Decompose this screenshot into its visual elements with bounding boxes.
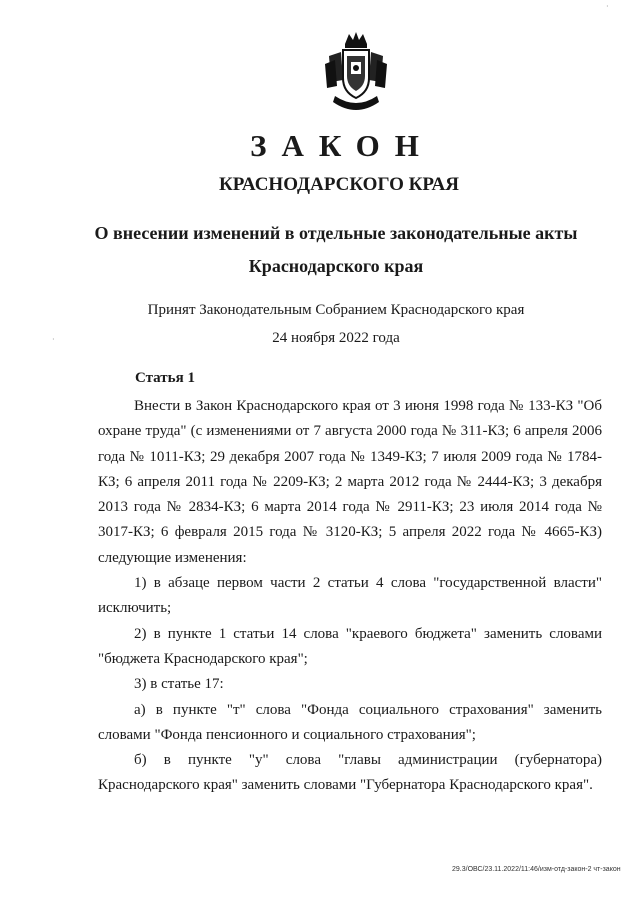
document-subtitle: КРАСНОДАРСКОГО КРАЯ (218, 174, 460, 195)
law-heading-line-2: Краснодарского края (248, 256, 424, 276)
paragraph: б) в пункте "у" слова "главы администрации (губернатора) Краснодарского края" заменить словами "Губернатора Краснодарского края". (98, 752, 602, 794)
paragraph: Внести в Закон Краснодарского края от 3 июня 1998 года № 133-КЗ "Об охране труда" (с изменениями от 7 августа 2000 года № 311-КЗ; 6 апреля 2006 года № 1011-КЗ; 29 декабря 2007 года № 1349-КЗ; 7 июля 2009 года № 1784-КЗ; 6 апреля 2011 года № 2209-КЗ; 2 марта 2012 года № 2444-КЗ; 3 декабря 2013 года № 2834-КЗ; 6 марта 2014 года № 2911-КЗ; 23 июля 2014 года № 3017-КЗ; 6 февраля 2015 года № 3120-КЗ; 5 апреля 2022 года № 4665-КЗ) следующие изменения: (98, 398, 602, 566)
paragraph: 1) в абзаце первом части 2 статьи 4 слова "государственной власти" исключить; (98, 575, 602, 617)
corner-mark: · (606, 2, 609, 11)
law-heading-line-1: О внесении изменений в отдельные законодательные акты (94, 223, 578, 243)
paragraph: 3) в статье 17: (134, 676, 224, 693)
article-title: Статья 1 (135, 370, 195, 386)
paragraph: 2) в пункте 1 статьи 14 слова "краевого бюджета" заменить словами "бюджета Краснодарского края"; (98, 625, 602, 667)
adopted-by: Принят Законодательным Собранием Краснодарского края (147, 302, 525, 318)
article-body (98, 394, 602, 799)
coat-of-arms-icon (321, 30, 391, 116)
document-title: ЗАКОН (250, 128, 434, 163)
paragraph: а) в пункте "т" слова "Фонда социального страхования" заменить словами "Фонда пенсионного и социального страхования"; (98, 701, 602, 743)
footer-code: 29.3/ОВС/23.11.2022/11:46/изм-отд-закон-2 чт-закон (452, 866, 621, 873)
adopted-date: 24 ноября 2022 года (272, 330, 400, 346)
margin-mark: · (52, 335, 55, 344)
